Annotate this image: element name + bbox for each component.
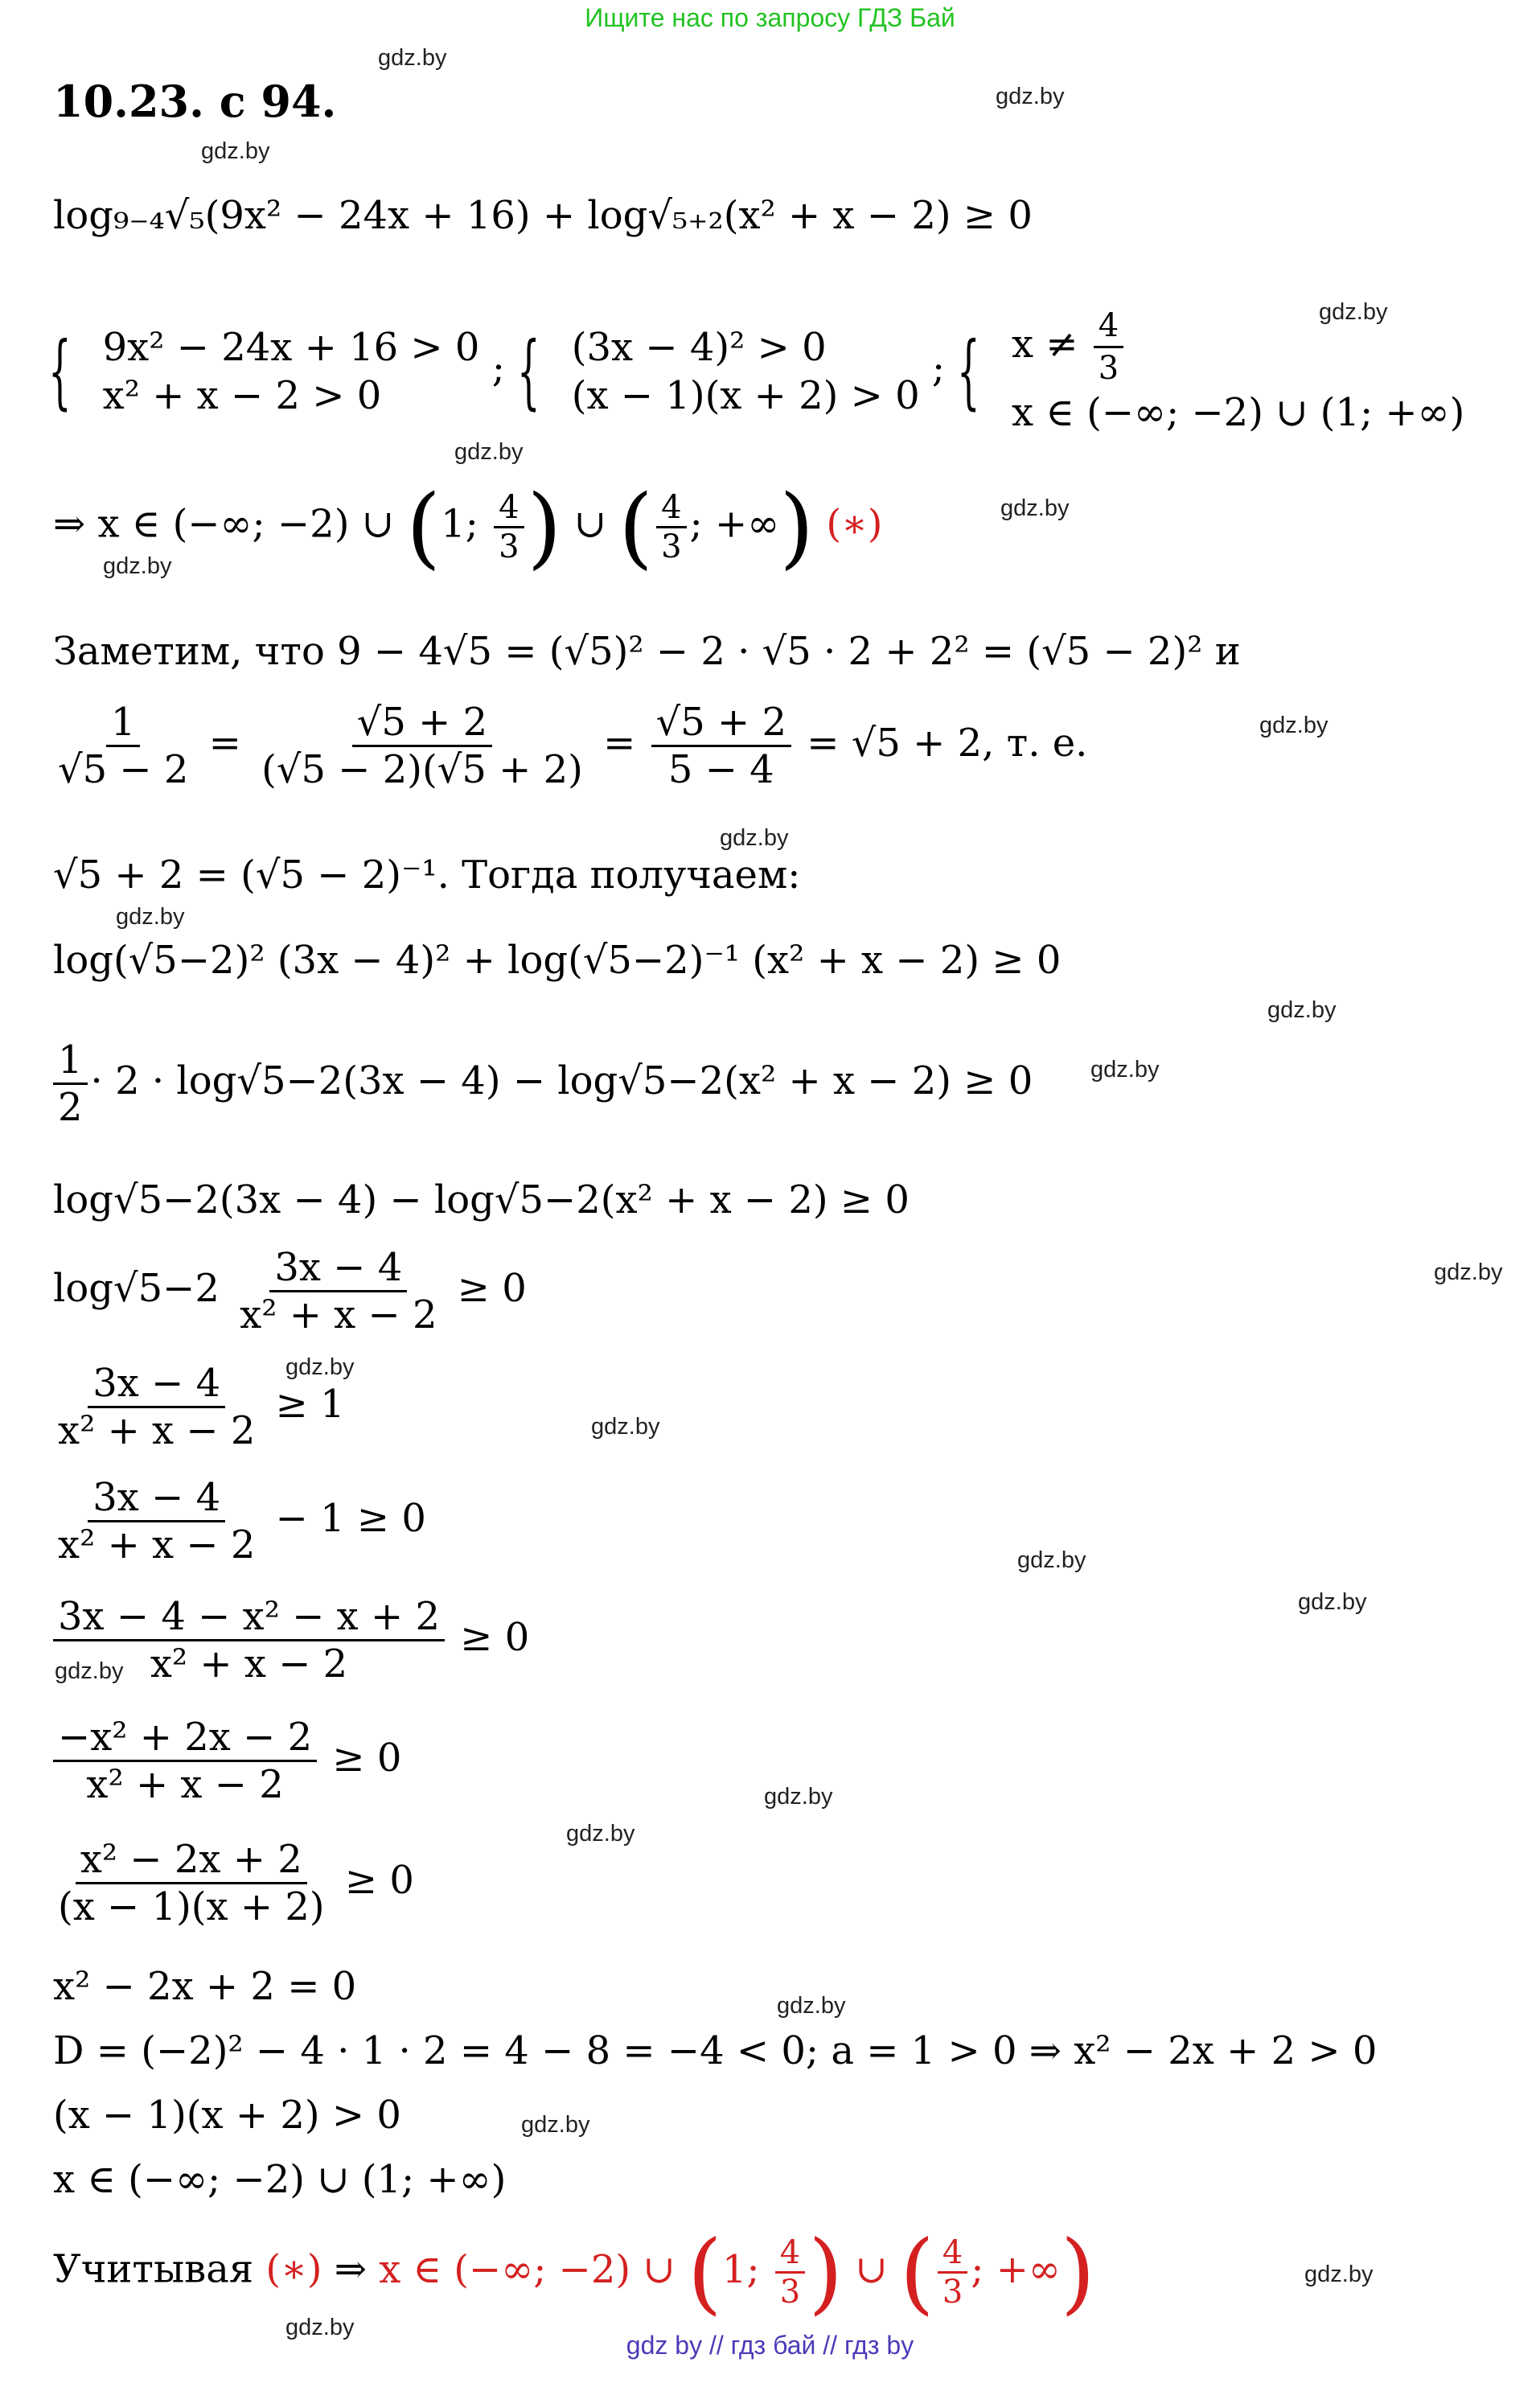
fraction [494,489,524,565]
equation-line [50,1594,529,1687]
equation-line: √5 + 2 = (√5 − 2)⁻¹. Тогда получаем: [53,852,801,898]
watermark: gdz.by [777,1993,846,2019]
watermark: gdz.by [454,439,524,465]
brace-glyph: { [48,323,72,418]
footer-links[interactable]: gdz by // гдз бай // гдз by [626,2331,914,2360]
paren-glyph: ( [406,475,441,578]
answer-label: Учитывая [53,2246,254,2292]
equation-line: x ∈ (−∞; −2) ∪ (1; +∞) [53,2157,507,2202]
answer-text: 1; [721,2246,772,2292]
numerator: 4 [938,2234,967,2274]
equation-line: log√5−2(3x − 4) − log√5−2(x² + x − 2) ≥ 0 [53,1177,910,1222]
watermark: gdz.by [591,1414,660,1440]
system-2-row-1: (3x − 4)² > 0 [571,324,827,370]
answer-text: x ∈ (−∞; −2) ∪ [379,2246,688,2292]
denominator: 5 − 4 [667,747,774,792]
implies-sign: ⇒ [334,2246,367,2292]
equation-text: · 2 · log√5−2(3x − 4) − log√5−2(x² + x − 2) ≥ 0 [90,1058,1033,1103]
watermark: gdz.by [285,1354,355,1380]
answer-text: ∪ [843,2246,900,2292]
domain-text: ⇒ x ∈ (−∞; −2) ∪ [53,501,407,547]
watermark: gdz.by [116,904,185,930]
paren-glyph: ) [808,2221,844,2323]
numerator: 4 [775,2234,805,2274]
paren-glyph: ( [618,475,654,578]
separator: ; [931,346,946,391]
equation-line [50,1475,426,1567]
numerator: 3x − 4 [269,1245,407,1292]
system-3 [1012,306,1464,437]
watermark: gdz.by [1017,1547,1086,1573]
numerator: 1 [106,700,141,747]
equation-line [50,1837,414,1929]
system-2-row-2: (x − 1)(x + 2) > 0 [571,372,920,418]
equation-line: x² − 2x + 2 = 0 [53,1964,357,2009]
denominator: x² + x − 2 [150,1641,348,1687]
denominator: 3 [779,2273,801,2311]
denominator: x² + x − 2 [58,1522,256,1567]
denominator: 3 [661,528,682,565]
fraction [53,1037,88,1130]
relation: ≥ 0 [332,1736,402,1781]
numerator: x² − 2x + 2 [76,1837,307,1884]
watermark: gdz.by [1304,2262,1374,2287]
chain-tail: = √5 + 2, т. е. [807,721,1088,766]
watermark: gdz.by [1000,495,1070,521]
denominator: 3 [942,2273,963,2311]
watermark: gdz.by [720,825,789,851]
system-1-row-2: x² + x − 2 > 0 [102,372,382,418]
separator: ; [491,346,505,391]
numerator: √5 + 2 [651,700,791,747]
watermark: gdz.by [103,553,172,579]
brace-glyph: { [517,323,540,418]
equals-sign: = [603,721,636,766]
answer-line [53,2221,1095,2323]
watermark: gdz.by [285,2315,355,2340]
equation-line: D = (−2)² − 4 · 1 · 2 = 4 − 8 = −4 < 0; a = 1 > 0 ⇒ x² − 2x + 2 > 0 [53,2028,1378,2073]
paren-glyph: ) [1060,2221,1095,2323]
watermark: gdz.by [996,84,1065,109]
fraction-chain [50,700,1087,792]
denominator: 2 [58,1085,83,1130]
system-1-row-1: 9x² − 24x + 16 > 0 [102,324,480,370]
paren-glyph: ( [899,2221,934,2323]
numerator: 1 [53,1037,88,1085]
relation: ≥ 0 [460,1615,530,1660]
relation: − 1 ≥ 0 [275,1496,426,1541]
answer-text: ; +∞ [971,2246,1061,2292]
fraction [938,2234,967,2311]
equation-line [50,1715,401,1807]
watermark: gdz.by [1298,1589,1367,1615]
system-3-row-1 [1012,306,1464,388]
equation-line: (x − 1)(x + 2) > 0 [53,2093,401,2138]
equation-line: log₉₋₄√₅(9x² − 24x + 16) + log√₅₊₂(x² + x − 2) ≥ 0 [53,193,1033,238]
equation-line [50,1037,1033,1130]
relation: ≥ 0 [457,1266,527,1311]
numerator: −x² + 2x − 2 [53,1715,317,1762]
watermark: gdz.by [1259,713,1329,738]
log-label: log√5−2 [53,1266,220,1311]
fraction [53,700,193,792]
watermark: gdz.by [1090,1057,1160,1083]
paren-glyph: ) [779,475,815,578]
watermark: gdz.by [1267,997,1337,1023]
numerator: 4 [1094,306,1123,348]
domain-line [53,475,883,578]
fraction [235,1245,441,1337]
answer-set [379,2221,1095,2323]
watermark: gdz.by [201,138,270,164]
fraction [53,1361,260,1453]
paren-glyph: ( [687,2221,722,2323]
denominator: x² + x − 2 [240,1292,437,1337]
star-mark: (∗) [265,2246,322,2292]
star-mark: (∗) [826,501,883,547]
domain-text: ; +∞ [689,501,780,547]
watermark: gdz.by [764,1784,833,1810]
fraction [53,1594,445,1687]
note-line: Заметим, что 9 − 4√5 = (√5)² − 2 · √5 · 2 + 2² = (√5 − 2)² и [53,629,1241,674]
top-banner[interactable]: Ищите нас по запросу ГДЗ Бай [585,3,955,32]
systems-line [48,306,1464,437]
fraction [53,1715,317,1807]
relation: ≥ 0 [344,1858,414,1903]
equation-line [53,1245,527,1337]
denominator: (x − 1)(x + 2) [58,1884,325,1929]
fraction [775,2234,805,2311]
numerator: √5 + 2 [352,700,492,747]
system-1 [103,323,480,420]
watermark: gdz.by [1434,1259,1503,1285]
system-2 [572,323,920,420]
neq-label: x ≠ [1011,322,1090,367]
fraction [656,489,686,565]
denominator: 3 [1098,350,1119,387]
watermark: gdz.by [566,1821,635,1847]
fraction [1094,306,1123,388]
brace-glyph: { [957,323,980,418]
relation: ≥ 1 [275,1382,345,1427]
domain-text: ∪ [561,501,619,547]
denominator: (√5 − 2)(√5 + 2) [261,747,583,792]
system-3-row-2: x ∈ (−∞; −2) ∪ (1; +∞) [1011,390,1465,435]
fraction [53,1475,260,1567]
watermark: gdz.by [378,45,447,71]
denominator: x² + x − 2 [58,1408,256,1453]
numerator: 4 [656,489,686,528]
numerator: 3x − 4 − x² − x + 2 [53,1594,445,1641]
equation-line: log(√5−2)² (3x − 4)² + log(√5−2)⁻¹ (x² + x − 2) ≥ 0 [53,938,1062,983]
fraction [257,700,588,792]
domain-text: 1; [441,501,491,547]
page-title: 10.23. с 94. [53,76,337,127]
equation-line [50,1361,345,1453]
fraction [53,1837,330,1929]
watermark: gdz.by [55,1658,124,1684]
paren-glyph: ) [527,475,562,578]
watermark: gdz.by [521,2112,590,2138]
numerator: 4 [494,489,524,528]
numerator: 3x − 4 [88,1361,225,1408]
denominator: 3 [499,528,519,565]
denominator: √5 − 2 [58,747,189,792]
numerator: 3x − 4 [88,1475,225,1522]
equals-sign: = [208,721,241,766]
fraction [651,700,791,792]
watermark: gdz.by [1319,299,1388,325]
denominator: x² + x − 2 [86,1762,284,1807]
